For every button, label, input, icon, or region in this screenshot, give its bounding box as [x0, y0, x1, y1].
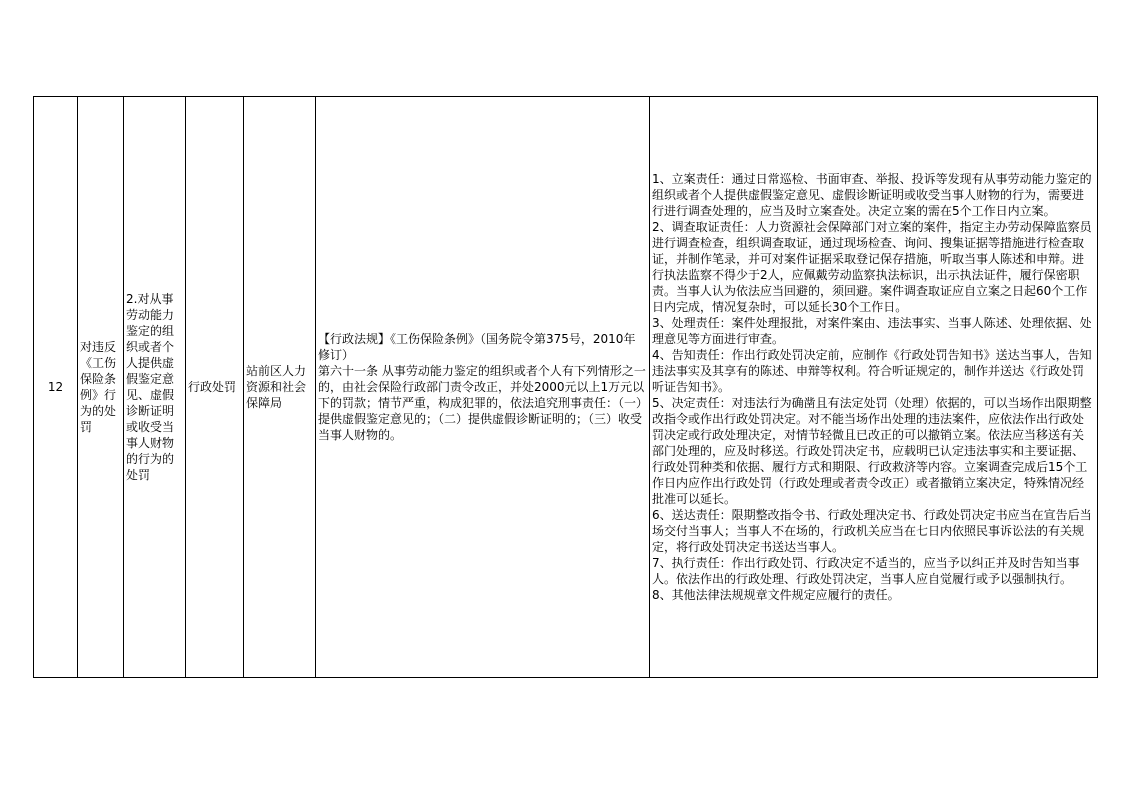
- responsibility-item: 7、执行责任：作出行政处罚、行政决定不适当的，应当予以纠正并及时告知当事人。依法作出的行政处理、行政处罚决定，当事人应自觉履行或予以强制执行。: [652, 556, 1080, 586]
- responsibility-item: 5、决定责任：对违法行为确凿且有法定处罚（处理）依据的，可以当场作出限期整改指令或作出行政处罚决定。对不能当场作出处理的违法案件，应依法作出行政处罚决定或行政处理决定，对情节轻微且已改正的可以撤销立案。依法应当移送有关部门处理的，应及时移送。行政处罚决定书，应载明已认定违法事实和主要证据、行政处罚种类和依据、履行方式和期限、行政救济等内容。立案调查完成后15个工作日内应作出行政处罚（行政处理或者责令改正）或者撤销立案决定，特殊情况经批准可以延长。: [652, 396, 1092, 506]
- responsibility-item: 2、调查取证责任：人力资源社会保障部门对立案的案件，指定主办劳动保障监察员进行调查检查，组织调查取证，通过现场检查、询问、搜集证据等措施进行检查取证，并制作笔录，并可对案件证据采取登记保存措施，听取当事人陈述和申辩。进行执法监察不得少于2人，应佩戴劳动监察执法标识，出示执法证件，履行保密职责。当事人认为依法应当回避的，须回避。案件调查取证应自立案之日起60个工作日内完成，情况复杂时，可以延长30个工作日。: [652, 220, 1092, 314]
- row-number: 12: [34, 97, 78, 678]
- power-category: 行政处罚: [186, 97, 244, 678]
- responsibility-list: [650, 97, 1098, 678]
- responsibility-item: 8、其他法律法规规章文件规定应履行的责任。: [652, 588, 900, 602]
- power-list-table: [33, 96, 1098, 678]
- table-row: [34, 97, 1098, 678]
- responsibility-item: 3、处理责任：案件处理报批，对案件案由、违法事实、当事人陈述、处理依据、处理意见等方面进行审查。: [652, 316, 1092, 346]
- item-name: 对违反《工伤保险条例》行为的处罚: [78, 97, 124, 678]
- legal-basis: 【行政法规】《工伤保险条例》（国务院令第375号，2010年修订） 第六十一条 从事劳动能力鉴定的组织或者个人有下列情形之一的，由社会保险行政部门责令改正，并处2000元以上1万元以下的罚款；情节严重，构成犯罪的，依法追究刑事责任：（一）提供虚假鉴定意见的；（二）提供虚假诊断证明的；（三）收受当事人财物的。: [316, 97, 650, 678]
- responsibility-item: 4、告知责任：作出行政处罚决定前，应制作《行政处罚告知书》送达当事人，告知违法事实及其享有的陈述、申辩等权利。符合听证规定的，制作并送达《行政处罚听证告知书》。: [652, 348, 1092, 394]
- responsibility-item: 1、立案责任：通过日常巡检、书面审查、举报、投诉等发现有从事劳动能力鉴定的组织或者个人提供虚假鉴定意见、虚假诊断证明或收受当事人财物的行为，需要进行进行调查处理的，应当及时立案查处。决定立案的需在5个工作日内立案。: [652, 172, 1092, 218]
- sub-item: 2.对从事劳动能力鉴定的组织或者个人提供虚假鉴定意见、虚假诊断证明或收受当事人财物的行为的处罚: [124, 97, 186, 678]
- responsible-department: 站前区人力资源和社会保障局: [244, 97, 316, 678]
- responsibility-item: 6、送达责任：限期整改指令书、行政处理决定书、行政处罚决定书应当在宣告后当场交付当事人；当事人不在场的，行政机关应当在七日内依照民事诉讼法的有关规定，将行政处罚决定书送达当事人。: [652, 508, 1092, 554]
